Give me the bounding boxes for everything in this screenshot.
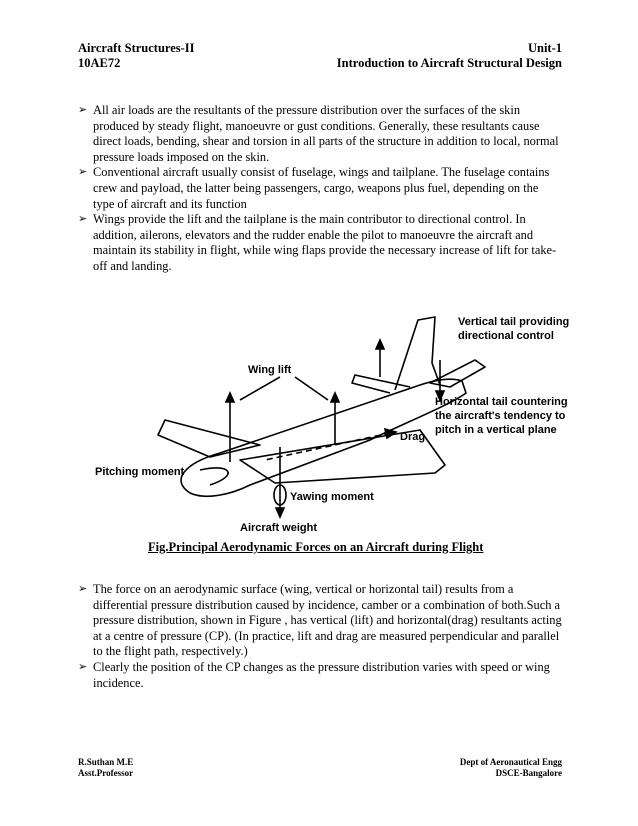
pitching-moment-curve bbox=[200, 468, 228, 485]
unit-number: Unit-1 bbox=[527, 41, 562, 55]
list-item: ➢ Wings provide the lift and the tailplane is the main contributor to directional control. In addition, ailerons, elevators and the rudder enable the pilot to manoeuvre the aircraft and maintain its stability in flight, while wing flaps provide the necessary increase of lift for take-off and landing. bbox=[78, 212, 557, 273]
course-code: 10AE72 bbox=[78, 56, 121, 70]
figure-caption: Fig.Principal Aerodynamic Forces on an Aircraft during Flight bbox=[148, 540, 484, 554]
yawing-moment-label: Yawing moment bbox=[290, 491, 374, 503]
vertical-tail-label-1: Vertical tail providing bbox=[458, 316, 570, 328]
aircraft-weight-label: Aircraft weight bbox=[240, 522, 318, 534]
list-item: ➢ All air loads are the resultants of the pressure distribution over the surfaces of the skin produced by steady flight, manoeuvre or gust conditions. Generally, these resultants cause direct loads, bending, shear and torsion in all parts of the structure in addition to local, normal pressure loads imposed on the skin. bbox=[78, 103, 559, 164]
list-item: ➢ Clearly the position of the CP changes as the pressure distribution varies with speed or wing incidence. bbox=[78, 659, 550, 690]
page-footer-right bbox=[460, 757, 562, 779]
department-name: Dept of Aeronautical Engg bbox=[459, 757, 562, 767]
author-name: R.Suthan M.E bbox=[78, 757, 134, 767]
author-designation: Asst.Professor bbox=[78, 768, 134, 778]
vertical-tail-label-2: directional control bbox=[458, 330, 554, 342]
unit-title: Introduction to Aircraft Structural Design bbox=[336, 56, 562, 70]
page-header-left bbox=[78, 41, 195, 71]
course-title: Aircraft Structures-II bbox=[78, 41, 195, 55]
aircraft-forces-figure bbox=[90, 305, 570, 540]
arrow-bullet-icon: ➢ bbox=[78, 104, 88, 116]
horizontal-tail-left-shape bbox=[352, 375, 410, 393]
vertical-tail-shape bbox=[395, 317, 440, 390]
page-footer-left bbox=[78, 757, 133, 779]
arrow-bullet-icon: ➢ bbox=[78, 166, 88, 179]
arrow-bullet-icon: ➢ bbox=[78, 213, 88, 226]
arrow-bullet-icon: ➢ bbox=[78, 583, 88, 595]
page-header-right bbox=[337, 41, 562, 71]
college-name: DSCE-Bangalore bbox=[495, 768, 562, 778]
horizontal-tail-right-shape bbox=[430, 360, 485, 387]
horizontal-tail-label-3: pitch in a vertical plane bbox=[435, 424, 557, 436]
bullet-list-bottom bbox=[78, 582, 562, 691]
horizontal-tail-label-1: Horizontal tail countering bbox=[435, 396, 568, 408]
aircraft-diagram bbox=[90, 305, 570, 540]
drag-label: Drag bbox=[400, 431, 426, 443]
list-item: ➢ Conventional aircraft usually consist of fuselage, wings and tailplane. The fuselage contains crew and payload, the latter being passengers, cargo, weapons plus fuel, depending on the type of aircraft and its function bbox=[78, 165, 550, 211]
bullet-list-top bbox=[78, 103, 562, 275]
wing-lift-label: Wing lift bbox=[248, 364, 292, 376]
list-item: ➢ The force on an aerodynamic surface (wing, vertical or horizontal tail) results from a differential pressure distribution caused by incidence, camber or a combination of both.Such a pressure distribution, shown in Figure , has vertical (lift) and horizontal(drag) resultants acting at a centre of pressure (CP). (In practice, lift and drag are measured perpendicular and parallel to the flight path, respectively.) bbox=[78, 582, 562, 659]
pitching-moment-label: Pitching moment bbox=[95, 466, 185, 478]
arrow-bullet-icon: ➢ bbox=[78, 660, 88, 673]
horizontal-tail-label-2: the aircraft's tendency to bbox=[435, 410, 566, 422]
left-wing-shape bbox=[158, 420, 260, 457]
